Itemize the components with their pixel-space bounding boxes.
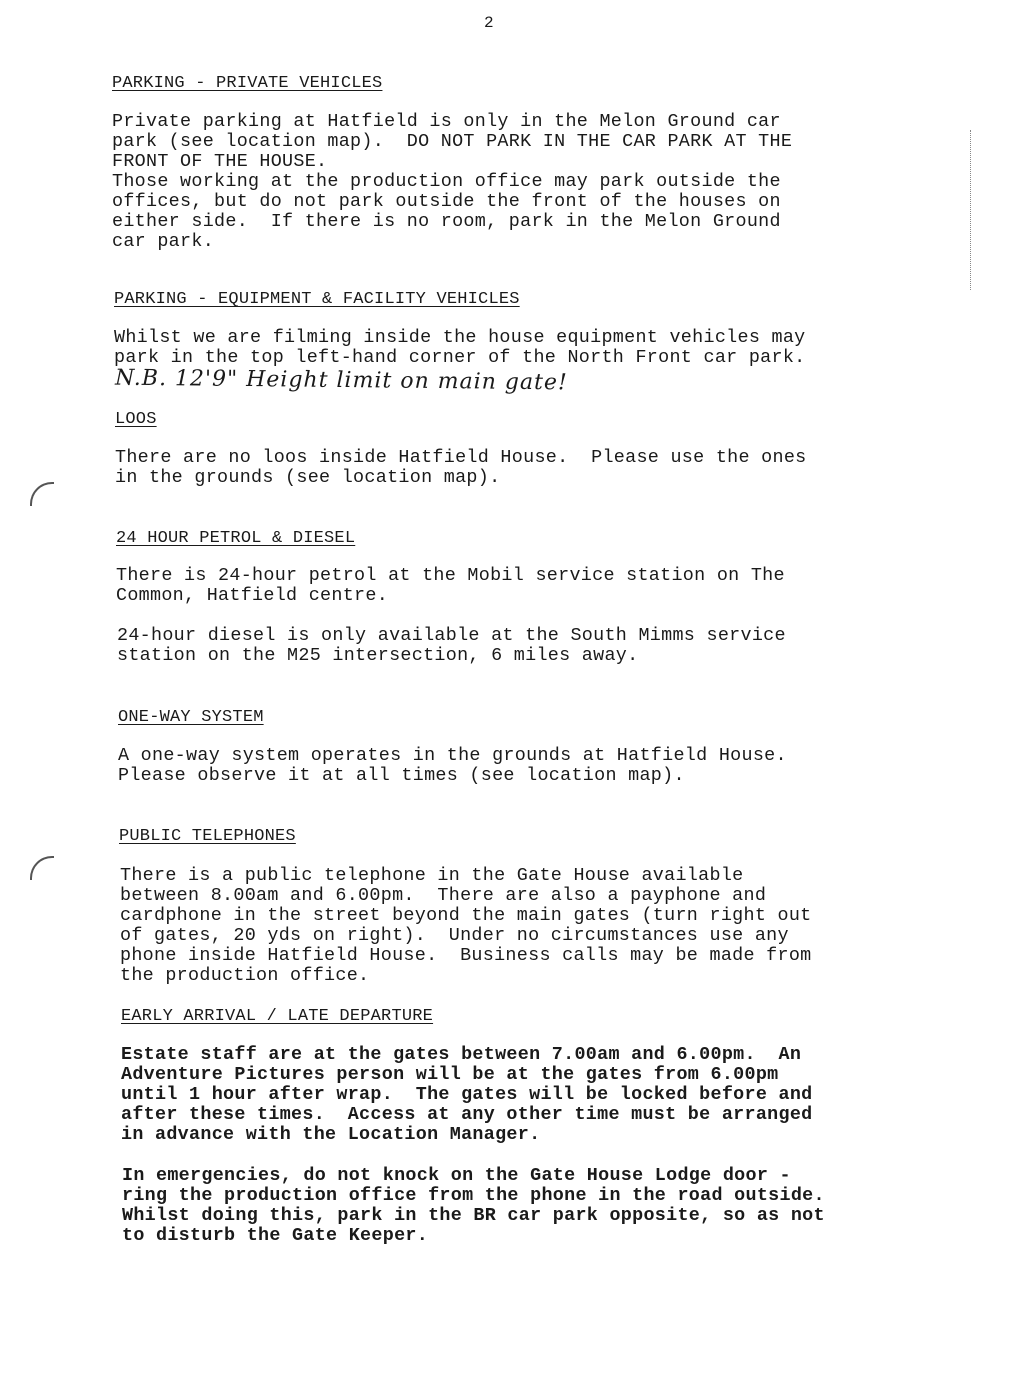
- section-paragraph: A one-way system operates in the grounds at Hatfield House. Please observe it at all times (see location map).: [118, 745, 787, 786]
- section-heading-loos: LOOS: [115, 410, 157, 429]
- handwritten-note: N.B. 12'9" Height limit on main gate!: [114, 365, 568, 396]
- section-paragraph: Private parking at Hatfield is only in the Melon Ground car park (see location map). DO NOT PARK IN THE CAR PARK AT THE FRONT OF THE HOUSE. Those working at the production office may park outside the offices, but do not park outside the front of the houses on either side. If there is no room, park in the Melon Ground car park.: [112, 111, 793, 252]
- section-heading-petrol-diesel: 24 HOUR PETROL & DIESEL: [116, 529, 356, 548]
- section-paragraph: Whilst we are filming inside the house equipment vehicles may park in the top left-hand corner of the North Front car park.: [114, 327, 806, 368]
- section-paragraph: There are no loos inside Hatfield House. Please use the ones in the grounds (see location map).: [115, 447, 807, 488]
- section-heading-parking-private: PARKING - PRIVATE VEHICLES: [112, 74, 383, 93]
- section-heading-early-arrival: EARLY ARRIVAL / LATE DEPARTURE: [121, 1007, 434, 1026]
- section-heading-parking-equipment: PARKING - EQUIPMENT & FACILITY VEHICLES: [114, 290, 520, 309]
- punch-hole-mark: [30, 482, 54, 506]
- scan-edge-marks: [970, 130, 977, 290]
- section-paragraph: Estate staff are at the gates between 7.00am and 6.00pm. An Adventure Pictures person will be at the gates from 6.00pm until 1 hour after wrap. The gates will be locked before and after these times. Access at any other time must be arranged in advance with the Location Manager.: [121, 1044, 813, 1145]
- page-number: 2: [484, 14, 494, 32]
- section-heading-one-way: ONE-WAY SYSTEM: [118, 708, 264, 727]
- section-heading-public-telephones: PUBLIC TELEPHONES: [119, 827, 296, 846]
- section-paragraph: There is a public telephone in the Gate House available between 8.00am and 6.00pm. There are also a payphone and cardphone in the street beyond the main gates (turn right out of gates, 20 yds on right). Under no circumstances use any phone inside Hatfield House. Business calls may be made from the production office.: [120, 865, 812, 986]
- section-paragraph: 24-hour diesel is only available at the South Mimms service station on the M25 intersection, 6 miles away.: [117, 625, 786, 666]
- punch-hole-mark: [30, 856, 54, 880]
- section-paragraph: There is 24-hour petrol at the Mobil service station on The Common, Hatfield centre.: [116, 565, 785, 606]
- section-paragraph: In emergencies, do not knock on the Gate House Lodge door - ring the production office from the phone in the road outside. Whilst doing this, park in the BR car park opposite, so as not to disturb the Gate Keeper.: [122, 1165, 825, 1246]
